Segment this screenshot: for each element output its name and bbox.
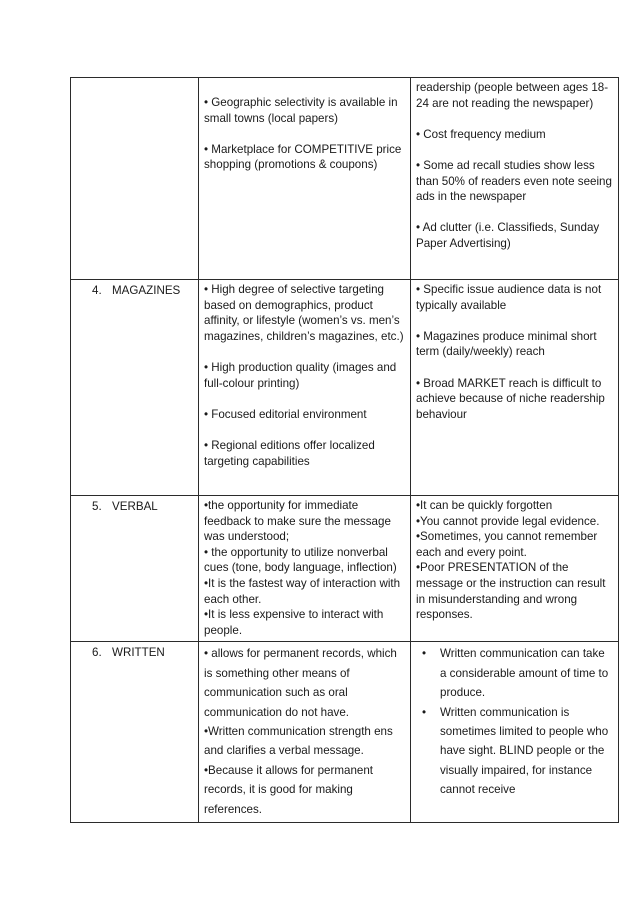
- advantage-item: •It is less expensive to interact with people.: [204, 608, 384, 637]
- advantage-item: •It is the fastest way of interaction with each other.: [204, 576, 401, 606]
- table-row-magazines: [71, 280, 619, 496]
- advantage-item: • the opportunity to utilize nonverbal cues (tone, body language, inflection): [204, 545, 397, 575]
- row-number: 4.: [92, 284, 102, 297]
- disadvantages-cell: [411, 496, 619, 642]
- disadvantage-list: [416, 644, 613, 799]
- disadvantages-cell: [411, 642, 619, 823]
- medium-cell-empty: [71, 78, 199, 280]
- advantage-item: • Marketplace for COMPETITIVE price shopping (promotions & coupons): [204, 142, 402, 172]
- disadvantage-item: Written communication is sometimes limited to people who have sight. BLIND people or the visually impaired, for instance cannot receive: [440, 705, 609, 797]
- advantage-item: • High production quality (images and full-colour printing): [204, 360, 397, 390]
- advantage-item: • allows for permanent records, which is something other means of communication such as oral communication do not have.: [204, 647, 397, 719]
- disadvantage-item: •You cannot provide legal evidence.: [416, 514, 600, 528]
- disadvantages-cell: [411, 280, 619, 496]
- medium-cell: [71, 280, 199, 496]
- list-item: [422, 644, 613, 702]
- medium-label: MAGAZINES: [112, 284, 181, 297]
- disadvantage-item: readership (people between ages 18-24 are not reading the newspaper): [416, 81, 609, 110]
- disadvantage-item: • Ad clutter (i.e. Classifieds, Sunday Paper Advertising): [416, 221, 600, 250]
- bullet-icon: •: [422, 705, 427, 719]
- advantage-item: •Written communication strength ens and clarifies a verbal message.: [204, 724, 393, 758]
- disadvantage-item: • Specific issue audience data is not typically available: [416, 283, 602, 312]
- advantages-cell: [199, 496, 411, 642]
- medium-label: WRITTEN: [112, 646, 165, 660]
- table-row-written: [71, 642, 619, 823]
- advantage-item: • High degree of selective targeting based on demographics, product affinity, or lifestyle (women’s vs. men’s magazines, children’s magazines, etc.): [204, 283, 404, 343]
- list-item: [422, 703, 613, 800]
- row-number: 5.: [92, 500, 102, 513]
- disadvantage-item: •It can be quickly forgotten: [416, 499, 553, 512]
- advantages-cell: [199, 280, 411, 496]
- advantage-item: • Geographic selectivity is available in small towns (local papers): [204, 96, 398, 125]
- bullet-icon: •: [422, 647, 427, 661]
- disadvantage-item: • Magazines produce minimal short term (daily/weekly) reach: [416, 329, 597, 359]
- advantage-item: •Because it allows for permanent records, it is good for making references.: [204, 763, 374, 816]
- advantage-item: •the opportunity for immediate feedback to make sure the message was understood;: [204, 499, 391, 544]
- disadvantage-item: • Some ad recall studies show less than 50% of readers even note seeing ads in the newspaper: [416, 158, 612, 204]
- advantages-cell: [199, 642, 411, 823]
- row-number: 6.: [92, 646, 102, 660]
- medium-cell: [71, 496, 199, 642]
- table-row-verbal: [71, 496, 619, 642]
- disadvantage-item: Written communication can take a considerable amount of time to produce.: [440, 647, 609, 700]
- table-row-newspapers-continued: [71, 78, 619, 280]
- disadvantages-cell: [411, 78, 619, 280]
- medium-label: VERBAL: [112, 500, 158, 513]
- disadvantage-item: • Broad MARKET reach is difficult to achieve because of niche readership behaviour: [416, 376, 605, 421]
- advantage-item: • Focused editorial environment: [204, 407, 367, 421]
- media-comparison-table: [70, 77, 619, 823]
- advantages-cell: [199, 78, 411, 280]
- disadvantage-item: •Poor PRESENTATION of the message or the instruction can result in misunderstanding and wrong responses.: [416, 561, 606, 622]
- medium-cell: [71, 642, 199, 823]
- advantage-item: • Regional editions offer localized targeting capabilities: [204, 438, 375, 468]
- disadvantage-item: • Cost frequency medium: [416, 127, 546, 141]
- disadvantage-item: •Sometimes, you cannot remember each and every point.: [416, 530, 598, 559]
